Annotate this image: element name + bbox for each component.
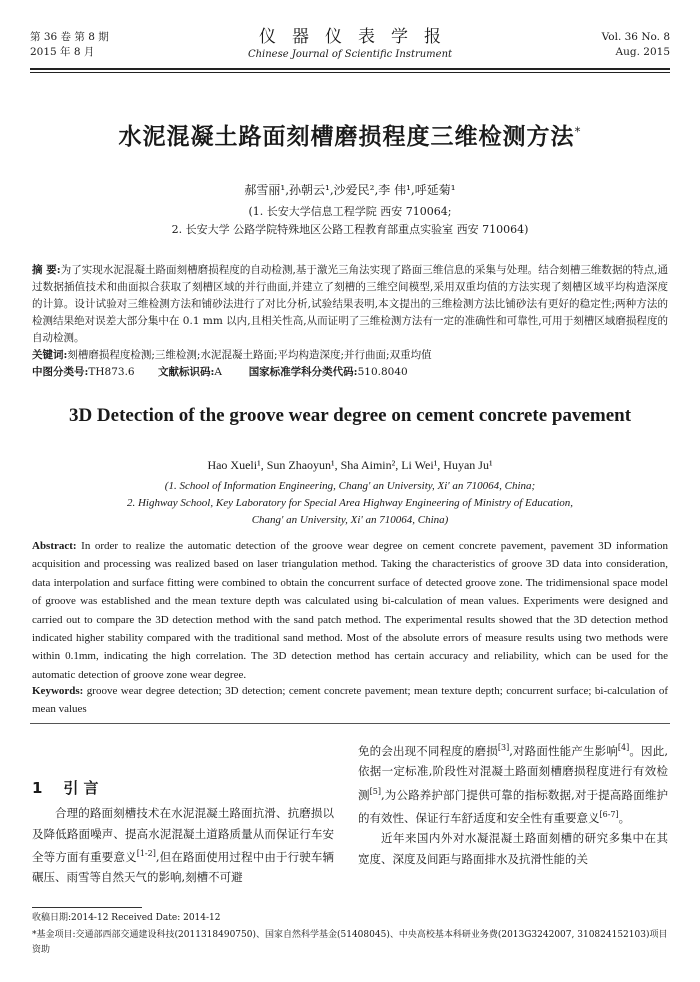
body-column-right bbox=[358, 738, 668, 869]
body-text: ,但在路面使用过程中由于行驶车辆碾压、雨雪等自然天气的影响,刻槽不可避 bbox=[32, 849, 335, 885]
classification-line bbox=[32, 364, 668, 381]
class-label: 中图分类号: bbox=[32, 366, 89, 378]
issue-info-en bbox=[602, 30, 670, 60]
affiliation-en-1: (1. School of Information Engineering, Chang' an University, Xi' an 710064, China; bbox=[164, 480, 536, 492]
section-number: 1 bbox=[32, 779, 43, 797]
header-rule bbox=[30, 68, 670, 70]
affiliations-en bbox=[0, 478, 700, 529]
journal-name-cn: 仪器仪表学报 bbox=[259, 27, 457, 47]
subject-code-label: 国家标准学科分类代码: bbox=[248, 366, 358, 378]
abstract-en-text: In order to realize the automatic detection of the groove wear degree on cement concrete pavement, pavement 3D information acquisition and processing was realized based on laser triangulation method. Taking the characteristics of groove 3D data into consideration, data interpolation and surface fitting were combined to obtain the concurrent surface of detected groove zone. The tridimensional space model of groove was established and the mean texture depth was calculated using bi-calculation of mean values. Experiments were designed and carried out to compare the 3D detection method with the sand patch method. The experimental results showed that the 3D detection method indicated higher stability compared with the traditional sand method. Most of the absolute errors of measure results using two methods were within 0.1mm, indicating the high correlation. The 3D detection method has certain accuracy and reliability, which can be used for the automatic detection of groove zone wear degree. bbox=[32, 540, 669, 681]
body-text: 合理的路面刻槽技术在水泥混凝土路面抗滑、抗磨损以及降低路面噪声、提高水泥混凝土道路质量从而保证行车安全等方面有重要意义 bbox=[32, 806, 334, 864]
citation: [5] bbox=[369, 786, 381, 796]
citation: [3] bbox=[497, 743, 510, 752]
title-text: 水泥混凝土路面刻槽磨损程度三维检测方法 bbox=[118, 124, 575, 150]
doc-code-value: A bbox=[214, 366, 222, 378]
body-text: ,对路面性能产生影响 bbox=[509, 743, 618, 758]
affiliation-en-2: 2. Highway School, Key Laboratory for Special Area Highway Engineering of Ministry of Education, bbox=[126, 497, 574, 509]
body-text: ,为公路养护部门提供可靠的指标数据,对于提高路面维护的有效性、保证行车舒适度和安全性有重要意义 bbox=[358, 787, 669, 825]
keywords-en bbox=[32, 682, 668, 718]
abstract-en-label: Abstract: bbox=[32, 540, 77, 552]
affiliations-cn bbox=[0, 203, 700, 239]
title-footnote-mark: * bbox=[574, 124, 582, 139]
received-date: 收稿日期:2014-12 Received Date: 2014-12 bbox=[32, 913, 221, 923]
header-rule-thin bbox=[30, 72, 670, 73]
keywords-cn-label: 关键词: bbox=[32, 349, 68, 361]
issue-date-en: Aug. 2015 bbox=[615, 46, 670, 58]
citation: [1-2] bbox=[136, 849, 156, 858]
issue-date: 2015 年 8 月 bbox=[30, 46, 95, 58]
section-heading bbox=[32, 777, 99, 798]
affiliation-en-3: Chang' an University, Xi' an 710064, China) bbox=[251, 514, 449, 526]
doc-code-label: 文献标识码: bbox=[158, 366, 215, 378]
citation: [4] bbox=[617, 743, 630, 752]
body-paragraph bbox=[358, 738, 668, 828]
affiliation-cn-2: 2. 长安大学 公路学院特殊地区公路工程教育部重点实验室 西安 710064) bbox=[171, 223, 529, 236]
keywords-en-label: Keywords: bbox=[32, 685, 84, 697]
body-text: 。因此,依据一定标准,阶段性对混凝土路面刻槽磨损程度进行有效检测 bbox=[358, 743, 669, 802]
subject-code-value: 510.8040 bbox=[357, 366, 408, 378]
footnote-rule bbox=[32, 907, 142, 908]
volume-issue: 第 36 卷 第 8 期 bbox=[30, 31, 109, 43]
body-text: 免的会出现不同程度的磨损 bbox=[358, 743, 498, 758]
authors-en: Hao Xueli¹, Sun Zhaoyun¹, Sha Aimin², Li Wei¹, Huyan Ju¹ bbox=[207, 458, 493, 472]
paper-title-en: 3D Detection of the groove wear degree on cement concrete pavement bbox=[68, 405, 632, 426]
body-paragraph: 近年来国内外对水凝混凝土路面刻槽的研究多集中在其宽度、深度及间距与路面排水及抗滑性能的关 bbox=[358, 831, 668, 866]
abstract-cn-text: 为了实现水泥混凝土路面刻槽磨损程度的自动检测,基于激光三角法实现了路面三维信息的采集与处理。结合刻槽三维数据的特点,通过数据插值技术和曲面拟合获取了刻槽区域的并行曲面,并建立了刻槽的三维空间模型,采用双重均值的方法实现了刻槽区域平均构造深度的计算。设计试验对三维检测方法和铺砂法进行了对比分析,试验结果表明,本文提出的三维检测方法比铺砂法有更好的稳定性;两种方法的检测结果绝对误差大部分集中在 0.1 mm 以内,且相关性高,从而证明了三维检测方法有一定的准确性和可靠性,可用于刻槽区域磨损程度的自动检测。 bbox=[32, 264, 668, 344]
journal-name-en: Chinese Journal of Scientific Instrument bbox=[247, 49, 453, 60]
section-divider bbox=[30, 723, 670, 724]
volume-issue-en: Vol. 36 No. 8 bbox=[601, 31, 670, 43]
keywords-cn bbox=[32, 347, 668, 364]
abstract-en bbox=[32, 537, 668, 684]
journal-name bbox=[0, 22, 700, 60]
keywords-en-text: groove wear degree detection; 3D detection; cement concrete pavement; mean texture depth; concurrent surface; bi-calculation of mean values bbox=[32, 685, 668, 715]
funding-note: *基金项目:交通部西部交通建设科技(2011318490750)、国家自然科学基金(51408045)、中央高校基本科研业务费(2013G3242007, 310824152103)项目资助 bbox=[32, 930, 668, 955]
body-column-left bbox=[32, 803, 334, 888]
section-title: 引 言 bbox=[63, 779, 99, 797]
paper-title-cn bbox=[0, 118, 700, 151]
affiliation-cn-1: (1. 长安大学信息工程学院 西安 710064; bbox=[248, 205, 452, 218]
body-text: 。 bbox=[618, 810, 631, 825]
abstract-cn bbox=[32, 262, 668, 347]
class-value: TH873.6 bbox=[88, 366, 135, 378]
citation: [6-7] bbox=[599, 810, 619, 820]
authors-cn: 郝雪丽¹,孙朝云¹,沙爱民²,李 伟¹,呼延菊¹ bbox=[244, 183, 456, 197]
keywords-cn-text: 刻槽磨损程度检测;三维检测;水泥混凝土路面;平均构造深度;并行曲面;双重均值 bbox=[67, 349, 432, 361]
abstract-cn-label: 摘 要: bbox=[32, 264, 61, 276]
